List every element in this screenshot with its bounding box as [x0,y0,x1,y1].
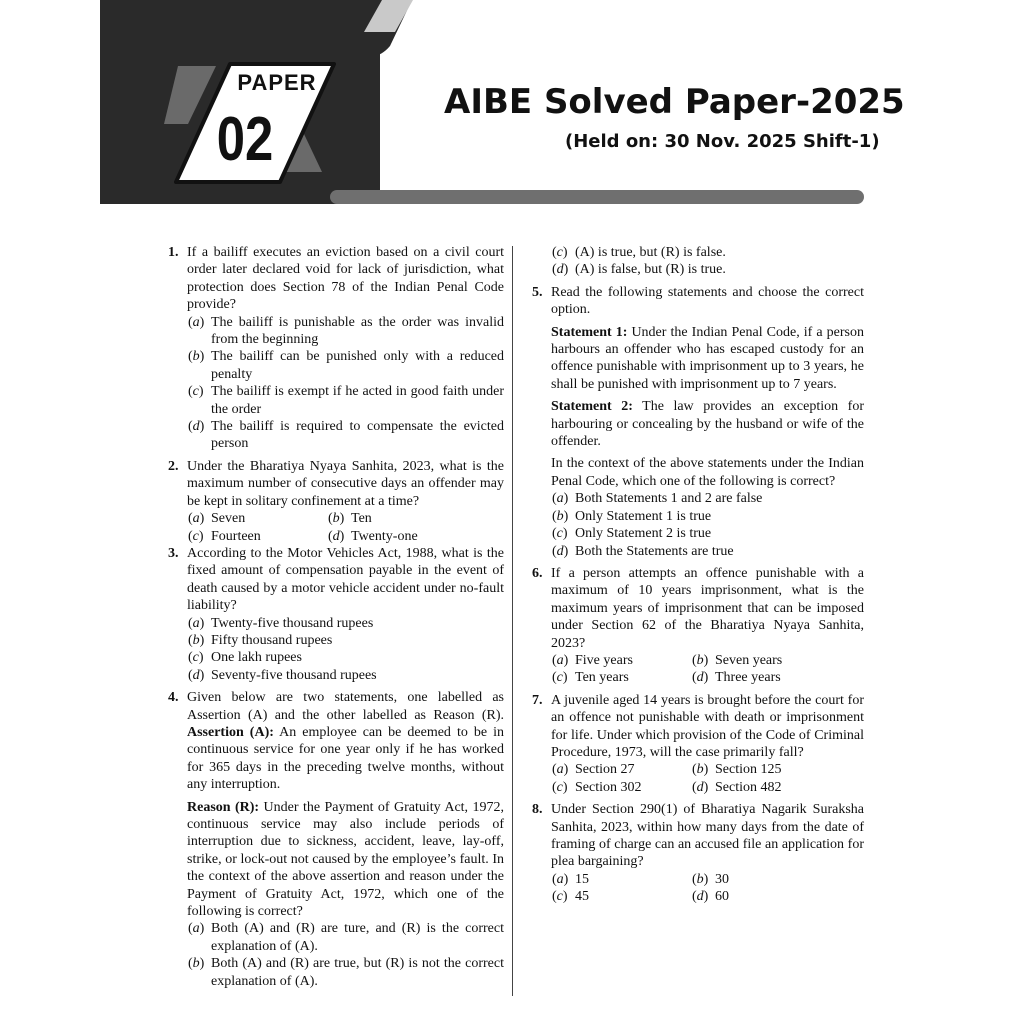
option-text: Section 125 [715,762,782,778]
statement-text: The law provides an exception for harbouring or concealing by the husband or wife of the offender. [551,399,864,450]
option [168,632,504,649]
question-2 [168,458,504,510]
reason-label: Reason (R): [187,799,260,815]
statement-1 [532,324,864,394]
question-6 [532,565,864,652]
option-row [532,761,864,778]
option-letter: (c) [552,670,568,686]
option-letter: (b) [692,652,709,668]
option-text: Seventy-five thousand rupees [211,667,377,683]
option-letter: (c) [552,245,568,260]
option-letter: (c) [552,889,568,905]
option-text: (A) is false, but (R) is true. [575,262,726,278]
option-row [532,871,864,888]
option-letter: (a) [188,314,205,330]
option-letter: (a) [188,921,205,937]
question-number: 2. [168,458,179,474]
question-context: In the context of the above statements under the Indian Penal Code, which one of the following is correct? [551,456,864,489]
option-letter: (d) [692,670,709,686]
option-letter: (d) [552,262,569,278]
statement-text: Under the Indian Penal Code, if a person harbours an offender who has escaped custody for an offence punishable with imprisonment up to 3 years, he shall be punished with imprisonment up to 7 years. [551,324,864,392]
option-letter: (c) [188,650,204,666]
option-text: Both Statements 1 and 2 are false [575,491,763,507]
question-text [187,689,504,793]
question-number: 7. [532,692,543,708]
question-text: Under the Bharatiya Nyaya Sanhita, 2023, what is the maximum number of consecutive days an offender may be kept in solitary confinement at a time? [187,458,504,509]
option-text: Three years [715,670,781,686]
option-letter: (b) [188,632,205,648]
option-letter: (b) [188,956,205,972]
assertion-label: Assertion (A): [187,724,274,740]
option [168,383,504,418]
option-text: 30 [715,871,729,887]
option-letter: (c) [552,526,568,542]
option-letter: (d) [552,543,569,559]
option-text: The bailiff is required to compensate the evicted person [211,419,504,452]
option-text: The bailiff is exempt if he acted in good faith under the order [211,384,504,417]
option [168,667,504,684]
option-row [532,669,864,686]
option-text: Twenty-five thousand rupees [211,615,374,631]
option-text: Five years [575,652,633,668]
option-text: Both the Statements are true [575,543,734,559]
option-text: (A) is true, but (R) is false. [575,245,726,260]
reason-text: Under the Payment of Gratuity Act, 1972, continuous service may also include periods of interruption due to sickness, accident, leave, lay-off, strike, or lock-out not caused by the employee’s fault. In the context of the above assertion and reason under the Payment of Gratuity Act, 1972, which one of the following is correct? [187,799,504,920]
option [532,543,864,560]
option [168,920,504,955]
question-3 [168,545,504,615]
option-text: Both (A) and (R) are ture, and (R) is the correct explanation of (A). [211,921,504,954]
option-text: Section 482 [715,779,782,795]
option [532,244,864,261]
page-title: AIBE Solved Paper-2025 [444,82,905,122]
option [532,490,864,507]
option-row [532,652,864,669]
question-number: 6. [532,565,543,581]
option-text: Seven years [715,652,783,668]
assertion-text: An employee can be deemed to be in continuous service for one year only if he has worked for 365 days in the preceding twelve months, without any interruption. [187,724,504,793]
option-letter: (c) [188,528,204,544]
question-text: A juvenile aged 14 years is brought before the court for an offence not punishable with death or imprisonment for life. Under which provision of the Code of Criminal Procedure, 1973, will the case primarily fall? [551,692,864,760]
option-row [168,510,504,527]
option-letter: (b) [328,511,345,527]
option-letter: (a) [188,511,205,527]
option-text: Twenty-one [351,528,418,544]
option-letter: (d) [188,419,205,435]
question-intro: Given below are two statements, one labelled as Assertion (A) and the other labelled as Reason (R). [187,690,504,723]
question-text: According to the Motor Vehicles Act, 1988, what is the fixed amount of compensation payable in the event of death caused by a motor vehicle accident under no-fault liability? [187,545,504,614]
option-letter: (d) [328,528,345,544]
question-number: 5. [532,284,543,300]
option-text: Section 302 [575,779,642,795]
option-letter: (b) [552,508,569,524]
option-letter: (a) [552,491,569,507]
question-1 [168,244,504,314]
question-number: 4. [168,690,179,706]
option-text: 15 [575,871,589,887]
page-subtitle: (Held on: 30 Nov. 2025 Shift-1) [565,131,880,152]
option-letter: (a) [552,871,569,887]
option [532,525,864,542]
option-letter: (a) [188,615,205,631]
option-letter: (a) [552,652,569,668]
option-text: Fifty thousand rupees [211,632,333,648]
question-text: If a person attempts an offence punishable with a maximum of 10 years imprisonment, what is the maximum years of imprisonment that can be imposed under Section 62 of the Bharatiya Nyaya Sanhita, 2023? [551,565,864,651]
option [168,348,504,383]
option-text: Section 27 [575,762,635,778]
question-4 [168,689,504,793]
option-letter: (c) [552,779,568,795]
option-text: Ten years [575,670,629,686]
option-text: The bailiff can be punished only with a reduced penalty [211,349,504,382]
question-5 [532,284,864,319]
option-letter: (c) [188,384,204,400]
option-text: Only Statement 2 is true [575,526,712,542]
option-text: Both (A) and (R) are true, but (R) is not the correct explanation of (A). [211,956,504,989]
option-row [168,528,504,545]
question-number: 8. [532,802,543,818]
question-number: 1. [168,245,179,260]
option [168,615,504,632]
question-number: 3. [168,545,179,561]
option-text: 60 [715,889,729,905]
option [168,418,504,453]
column-divider [512,246,513,996]
question-7 [532,692,864,762]
question-text: If a bailiff executes an eviction based on a civil court order later declared void for lack of jurisdiction, what protection does Section 78 of the Indian Penal Code provide? [187,245,504,313]
option-letter: (d) [188,667,205,683]
question-text: Read the following statements and choose the correct option. [551,284,864,318]
option [168,955,504,990]
option-letter: (d) [692,889,709,905]
option-text: Fourteen [211,528,261,544]
paper-label: PAPER [237,70,317,95]
option-letter: (b) [692,871,709,887]
option [532,508,864,525]
option [168,314,504,349]
question-text: Under Section 290(1) of Bharatiya Nagarik Suraksha Sanhita, 2023, within how many days from the date of framing of charge can an accused file an application for plea bargaining? [551,802,864,870]
paper-number: 02 [216,105,274,174]
option-text: Only Statement 1 is true [575,508,712,524]
option-letter: (b) [188,349,205,365]
statement-2 [532,398,864,450]
right-column [532,244,864,906]
statement-label: Statement 2: [551,399,633,415]
option-row [532,888,864,905]
option-text: Seven [211,511,246,527]
option [168,649,504,666]
option-text: 45 [575,889,589,905]
option-letter: (d) [692,779,709,795]
reason-paragraph [168,799,504,921]
option-letter: (a) [552,762,569,778]
question-8 [532,801,864,871]
option-text: Ten [351,511,372,527]
title-underline-bar [330,190,864,204]
option-text: One lakh rupees [211,650,302,666]
option-text: The bailiff is punishable as the order was invalid from the beginning [211,314,504,348]
left-column [168,244,504,990]
option-letter: (b) [692,762,709,778]
statement-label: Statement 1: [551,324,628,340]
option [532,261,864,278]
option-row [532,779,864,796]
